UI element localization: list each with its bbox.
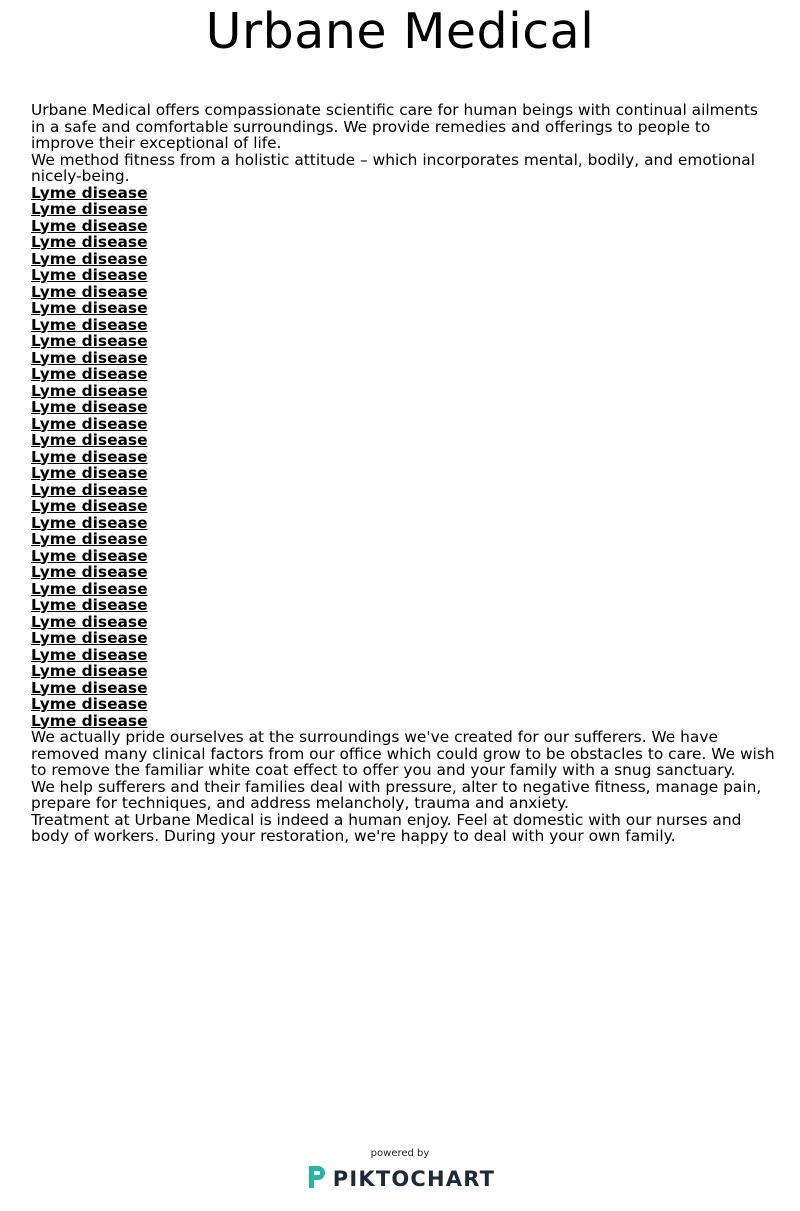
link-list-item bbox=[31, 317, 776, 334]
lyme-disease-link[interactable]: Lyme disease bbox=[31, 216, 148, 235]
lyme-disease-link[interactable]: Lyme disease bbox=[31, 579, 148, 598]
main-content bbox=[31, 102, 776, 845]
link-list-item bbox=[31, 333, 776, 350]
lyme-disease-link[interactable]: Lyme disease bbox=[31, 629, 148, 647]
lyme-disease-link[interactable]: Lyme disease bbox=[31, 662, 148, 680]
link-list-item bbox=[31, 482, 776, 499]
link-list-item bbox=[31, 663, 776, 680]
link-list-item bbox=[31, 449, 776, 466]
piktochart-link[interactable] bbox=[305, 1164, 495, 1194]
link-list-item bbox=[31, 498, 776, 515]
link-list-item bbox=[31, 251, 776, 268]
outro-paragraph: We actually pride ourselves at the surroundings we've created for our sufferers. We have removed many clinical factors from our office which could grow to be obstacles to care. We wish to remove the familiar white coat effect to offer you and your family with a snug sanctuary. bbox=[31, 728, 775, 779]
lyme-disease-link[interactable]: Lyme disease bbox=[31, 612, 148, 631]
lyme-disease-link[interactable]: Lyme disease bbox=[31, 398, 148, 416]
lyme-disease-link[interactable]: Lyme disease bbox=[31, 299, 148, 317]
lyme-disease-link[interactable]: Lyme disease bbox=[31, 414, 148, 433]
lyme-disease-link[interactable]: Lyme disease bbox=[31, 563, 148, 581]
intro-section bbox=[31, 102, 776, 185]
lyme-disease-link[interactable]: Lyme disease bbox=[31, 266, 148, 284]
lyme-disease-link[interactable]: Lyme disease bbox=[31, 282, 148, 301]
page-title: Urbane Medical bbox=[205, 3, 595, 60]
lyme-disease-link[interactable]: Lyme disease bbox=[31, 249, 148, 268]
lyme-disease-link[interactable]: Lyme disease bbox=[31, 513, 148, 532]
piktochart-logo-icon bbox=[305, 1164, 327, 1194]
lyme-disease-link[interactable]: Lyme disease bbox=[31, 183, 148, 202]
link-list-item bbox=[31, 399, 776, 416]
lyme-disease-link[interactable]: Lyme disease bbox=[31, 233, 148, 251]
intro-paragraph: Urbane Medical offers compassionate scientific care for human beings with continual ailments in a safe and comfortable surroundings. We provide remedies and offerings to people to improve their exceptional of life. bbox=[31, 101, 758, 152]
link-list-item bbox=[31, 366, 776, 383]
link-list-item bbox=[31, 630, 776, 647]
outro-paragraph: We help sufferers and their families deal with pressure, alter to negative fitness, manage pain, prepare for techniques, and address melancholy, trauma and anxiety. bbox=[31, 777, 762, 812]
lyme-disease-link[interactable]: Lyme disease bbox=[31, 464, 148, 482]
link-list-item bbox=[31, 548, 776, 565]
lyme-disease-link[interactable]: Lyme disease bbox=[31, 447, 148, 466]
link-list-item bbox=[31, 713, 776, 730]
link-list-item bbox=[31, 647, 776, 664]
link-list-item bbox=[31, 680, 776, 697]
piktochart-brand-name: PIKTOCHART bbox=[332, 1167, 496, 1191]
link-list-item bbox=[31, 531, 776, 548]
link-list-item bbox=[31, 597, 776, 614]
link-list-item bbox=[31, 218, 776, 235]
lyme-disease-link[interactable]: Lyme disease bbox=[31, 348, 148, 367]
link-list-item bbox=[31, 383, 776, 400]
outro-paragraph: Treatment at Urbane Medical is indeed a human enjoy. Feel at domestic with our nurses and body of workers. During your restoration, we're happy to deal with your own family. bbox=[31, 810, 742, 845]
lyme-disease-link[interactable]: Lyme disease bbox=[31, 497, 148, 515]
lyme-disease-link[interactable]: Lyme disease bbox=[31, 315, 148, 334]
link-list-item bbox=[31, 284, 776, 301]
powered-by-text: powered by bbox=[370, 1148, 430, 1159]
link-list-item bbox=[31, 696, 776, 713]
footer bbox=[0, 1148, 800, 1194]
lyme-disease-link[interactable]: Lyme disease bbox=[31, 711, 148, 730]
lyme-disease-link[interactable]: Lyme disease bbox=[31, 332, 148, 350]
link-list-item bbox=[31, 300, 776, 317]
lyme-disease-link[interactable]: Lyme disease bbox=[31, 480, 148, 499]
lyme-disease-link[interactable]: Lyme disease bbox=[31, 381, 148, 400]
link-list-item bbox=[31, 465, 776, 482]
link-list-item bbox=[31, 416, 776, 433]
lyme-disease-link[interactable]: Lyme disease bbox=[31, 365, 148, 383]
lyme-disease-link[interactable]: Lyme disease bbox=[31, 200, 148, 218]
link-list-item bbox=[31, 185, 776, 202]
lyme-disease-link[interactable]: Lyme disease bbox=[31, 546, 148, 565]
link-list-item bbox=[31, 350, 776, 367]
lyme-disease-link[interactable]: Lyme disease bbox=[31, 530, 148, 548]
link-list-item bbox=[31, 614, 776, 631]
outro-section bbox=[31, 729, 776, 845]
link-list-item bbox=[31, 201, 776, 218]
link-list-item bbox=[31, 581, 776, 598]
lyme-disease-link[interactable]: Lyme disease bbox=[31, 678, 148, 697]
lyme-disease-link[interactable]: Lyme disease bbox=[31, 596, 148, 614]
lyme-disease-link[interactable]: Lyme disease bbox=[31, 695, 148, 713]
lyme-disease-link[interactable]: Lyme disease bbox=[31, 645, 148, 664]
link-list-item bbox=[31, 515, 776, 532]
intro-paragraph: We method fitness from a holistic attitude – which incorporates mental, bodily, and emotional nicely-being. bbox=[31, 150, 755, 185]
link-list-item bbox=[31, 564, 776, 581]
link-list bbox=[31, 185, 776, 730]
lyme-disease-link[interactable]: Lyme disease bbox=[31, 431, 148, 449]
link-list-item bbox=[31, 234, 776, 251]
link-list-item bbox=[31, 267, 776, 284]
link-list-item bbox=[31, 432, 776, 449]
